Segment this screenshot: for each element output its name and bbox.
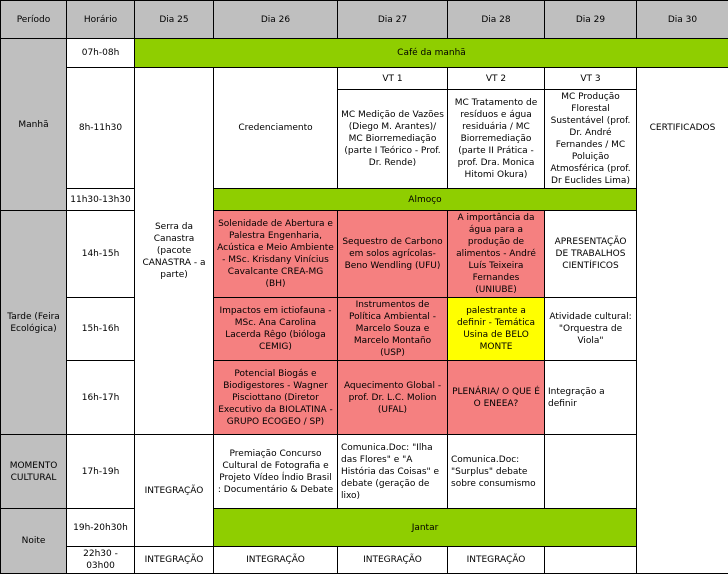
almoco-bar: Almoço (214, 189, 637, 211)
time-22h30: 22h30 - 03h00 (67, 547, 135, 574)
cell-d28-16h: PLENÁRIA/ O QUE É O ENEEA? (448, 361, 545, 435)
time-17h: 17h-19h (67, 435, 135, 509)
cell-d29-integracao: INTEGRAÇÃO (448, 547, 545, 574)
time-11h30: 11h30-13h30 (67, 189, 135, 211)
period-manha: Manhã (1, 39, 67, 211)
cell-d25-integracao: INTEGRAÇÃO (135, 435, 214, 547)
time-19h: 19h-20h30h (67, 509, 135, 547)
header-dia-27: Dia 27 (338, 1, 448, 39)
period-noite: Noite (1, 509, 67, 574)
cell-d27-17h: Comunica.Doc: "Ilha das Flores" e "A História das Coisas" e debate (geração de lixo) (338, 435, 448, 509)
cell-d26-14h: Solenidade de Abertura e Palestra Engenharia, Acústica e Meio Ambiente - MSc. Krisdany Vinícius Cavalcante CREA-MG (BH) (214, 211, 338, 298)
cell-mc-28: MC Tratamento de resíduos e água residuária / MC Biorremediação (parte II Prática - prof. Dra. Monica Hitomi Okura) (448, 90, 545, 189)
cell-certificados: CERTIFICADOS (637, 68, 728, 189)
header-dia-26: Dia 26 (214, 1, 338, 39)
cell-d30-blank (637, 189, 728, 574)
cell-d29-16h: Integração a definir (545, 361, 637, 435)
cell-d28-14h: A importância da água para a produção de alimentos - André Luís Teixeira Fernandes (UNIUBE) (448, 211, 545, 298)
header-periodo: Período (1, 1, 67, 39)
cell-d26-integracao: INTEGRAÇÃO (135, 547, 214, 574)
cell-vt2: VT 2 (448, 68, 545, 90)
cell-vt1: VT 1 (338, 68, 448, 90)
header-dia-25: Dia 25 (135, 1, 214, 39)
cell-d28-integracao: INTEGRAÇÃO (338, 547, 448, 574)
cell-d28-17h: Comunica.Doc: "Surplus" debate sobre consumismo (448, 435, 545, 509)
cell-d28-15h: palestrante a definir - Temática Usina de BELO MONTE (448, 298, 545, 361)
period-momento-cultural: MOMENTO CULTURAL (1, 435, 67, 509)
time-14h: 14h-15h (67, 211, 135, 298)
time-07h: 07h-08h (67, 39, 135, 68)
cell-d26-16h: Potencial Biogás e Biodigestores - Wagner Pisciottano (Diretor Executivo da BIOLATINA - GRUPO ECOGEO / SP) (214, 361, 338, 435)
cell-mc-27: MC Medição de Vazões (Diego M. Arantes)/ MC Biorremediação (parte I Teórico - Prof. Dr. Rende) (338, 90, 448, 189)
cell-d27-16h: Aquecimento Global - prof. Dr. L.C. Molion (UFAL) (338, 361, 448, 435)
cell-d27-14h: Sequestro de Carbono em solos agrícolas- Beno Wendling (UFU) (338, 211, 448, 298)
cafe-bar: Café da manhã (135, 39, 728, 68)
cell-d25-serra: Serra da Canastra (pacote CANASTRA - a parte) (135, 68, 214, 435)
time-16h: 16h-17h (67, 361, 135, 435)
period-tarde: Tarde (Feira Ecológica) (1, 211, 67, 435)
jantar-bar: Jantar (214, 509, 637, 547)
cell-d29-14h: APRESENTAÇÃO DE TRABALHOS CIENTÍFICOS (545, 211, 637, 298)
header-dia-28: Dia 28 (448, 1, 545, 39)
cell-d27-15h: Instrumentos de Política Ambiental - Marcelo Souza e Marcelo Montaño (USP) (338, 298, 448, 361)
time-8h: 8h-11h30 (67, 68, 135, 189)
header-dia-30: Dia 30 (637, 1, 728, 39)
cell-mc-29: MC Produção Florestal Sustentável (prof. Dr. André Fernandes / MC Poluição Atmosférica (prof. Dr Euclides Lima) (545, 90, 637, 189)
cell-d30-final-blank (545, 547, 637, 574)
cell-d29-17h (545, 435, 637, 509)
cell-d26-15h: Impactos em ictiofauna - MSc. Ana Carolina Lacerda Rêgo (bióloga CEMIG) (214, 298, 338, 361)
cell-vt3: VT 3 (545, 68, 637, 90)
cell-d26-17h: Premiação Concurso Cultural de Fotografia e Projeto Vídeo Índio Brasil : Documentário & Debate (214, 435, 338, 509)
header-dia-29: Dia 29 (545, 1, 637, 39)
header-horario: Horário (67, 1, 135, 39)
time-15h: 15h-16h (67, 298, 135, 361)
cell-d29-15h: Atividade cultural: "Orquestra de Viola" (545, 298, 637, 361)
cell-d27-integracao: INTEGRAÇÃO (214, 547, 338, 574)
cell-credenciamento: Credenciamento (214, 68, 338, 189)
